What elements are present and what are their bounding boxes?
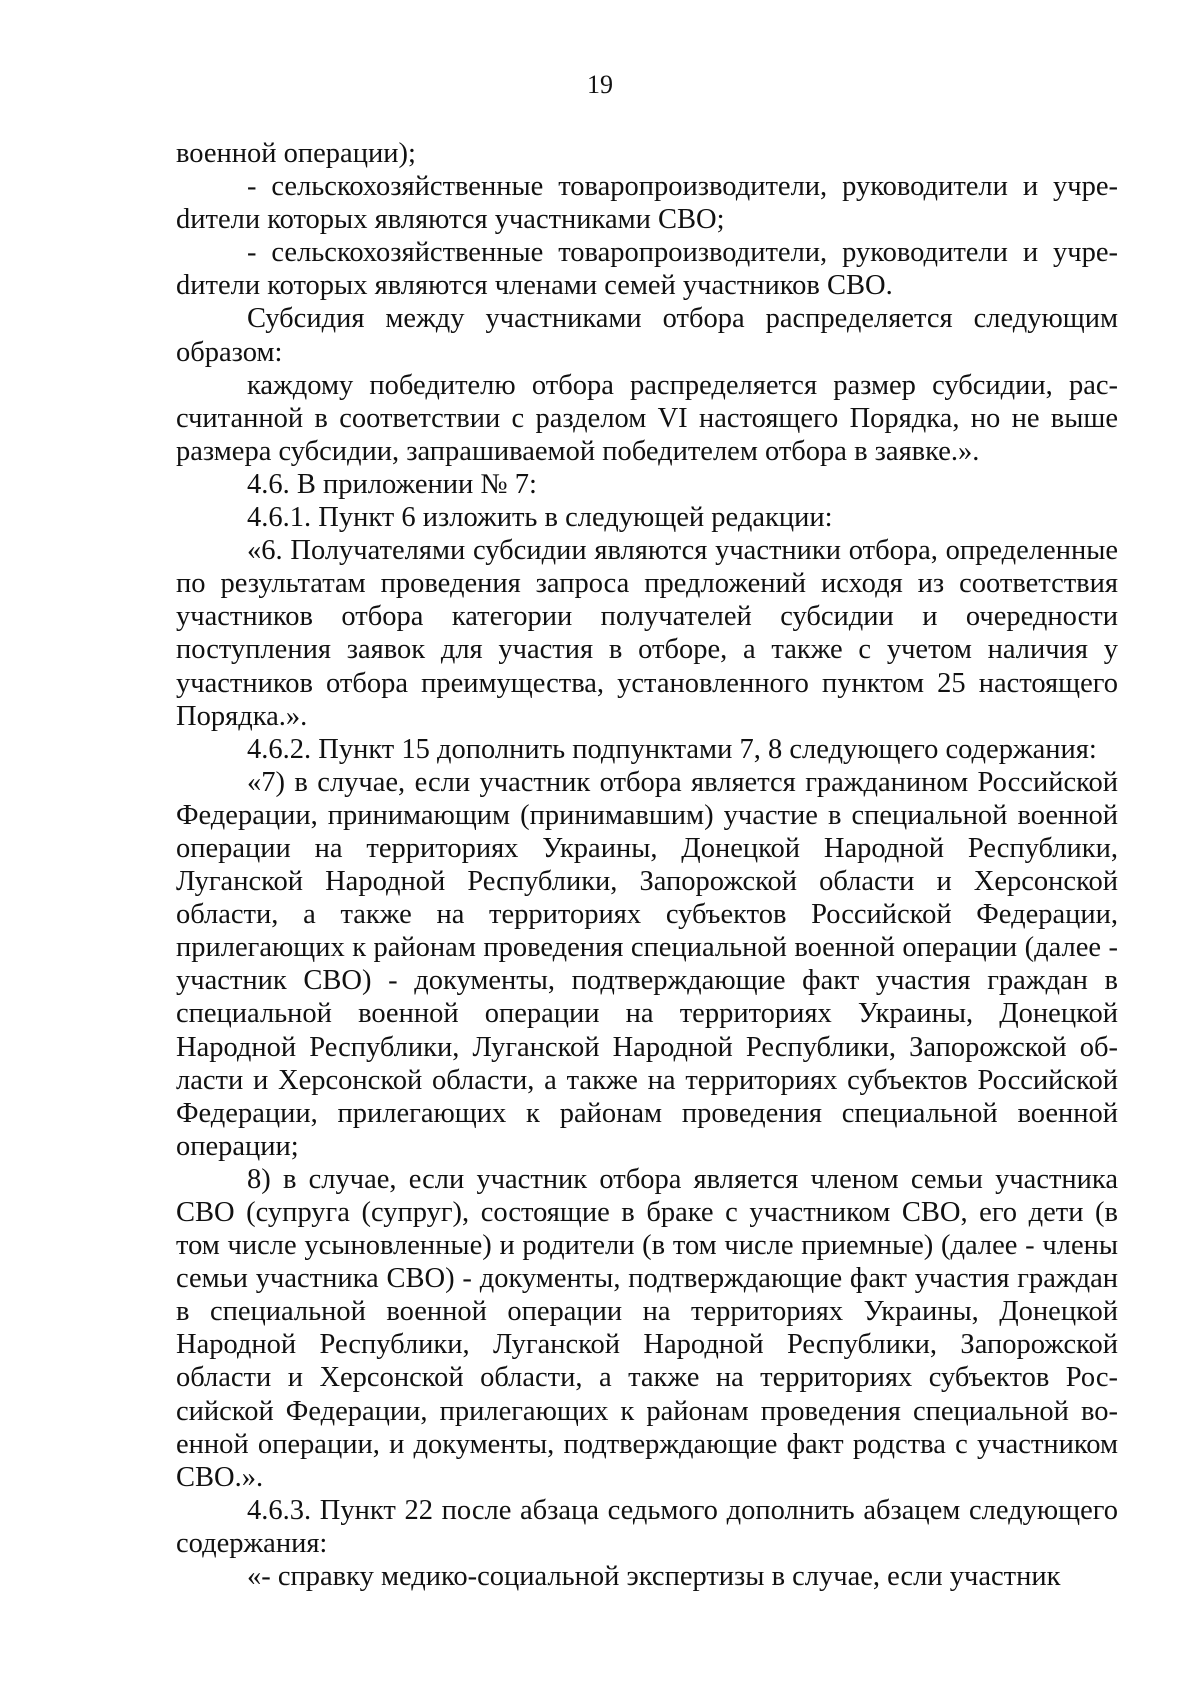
paragraph: 8) в случае, если участник отбора является членом семьи участника СВО (супруга (супруг), состоящие в браке с участником СВО, его дети (в том числе усыновленные) и родители (в том числе приемные) (далее - члены семьи участника СВО) - документы, подтверждающие факт участия граждан в специальной военной операции на территориях Украины, Донецкой Народной Республики, Луганской Народной Республики, Запорожской области и Херсонской области, а также на территориях субъектов Российской Федерации, прилегающих к районам проведения специальной военной операции, и документы, подтверждающие факт родства с участником СВО.». <box>176 1163 1118 1493</box>
paragraph: - сельскохозяйственные товаропроизводители, руководители и учреdители которых являются участниками СВО; <box>176 171 1118 236</box>
paragraph: «7) в случае, если участник отбора является гражданином Российской Федерации, принимающим (принимавшим) участие в специальной военной операции на территориях Украины, Донецкой Народной Республики, Луганской Народной Республики, Запорожской области и Херсонской области, а также на территориях субъектов Российской Федерации, прилегающих к районам проведения специальной военной операции (далее - участник СВО) - документы, подтверждающие факт участия граждан в специальной военной операции на территориях Украины, Донецкой Народной Республики, Луганской Народной Республики, Запорожской области и Херсонской области, а также на территориях субъектов Российской Федерации, прилегающих к районам проведения специальной военной операции; <box>176 766 1118 1162</box>
paragraph: - сельскохозяйственные товаропроизводители, руководители и учреdители которых являются членами семей участников СВО. <box>176 237 1118 302</box>
paragraph: «6. Получателями субсидии являются участники отбора, определенные по результатам проведения запроса предложений исходя из соответствия участников отбора категории получателей субсидии и очередности поступления заявок для участия в отборе, а также с учетом наличия у участников отбора преимущества, установленного пунктом 25 настоящего Порядка.». <box>176 535 1118 732</box>
paragraph: 4.6.3. Пункт 22 после абзаца седьмого дополнить абзацем следующего содержания: <box>176 1494 1118 1559</box>
paragraph: каждому победителю отбора распределяется размер субсидии, рассчитанной в соответствии с разделом VI настоящего Порядка, но не выше размера субсидии, запрашиваемой победителем отбора в заявке.». <box>176 369 1118 467</box>
page-number: 19 <box>587 70 613 99</box>
paragraph: 4.6.2. Пункт 15 дополнить подпунктами 7, 8 следующего содержания: <box>247 733 1097 765</box>
paragraph: 4.6. В приложении № 7: <box>247 468 537 500</box>
paragraph: Субсидия между участниками отбора распределяется следующим образом: <box>176 303 1118 368</box>
document-body <box>176 137 1118 1593</box>
paragraph: военной операции); <box>176 138 416 169</box>
paragraph: «- справку медико-социальной экспертизы в случае, если участник <box>247 1561 1061 1593</box>
paragraph: 4.6.1. Пункт 6 изложить в следующей редакции: <box>247 502 833 534</box>
